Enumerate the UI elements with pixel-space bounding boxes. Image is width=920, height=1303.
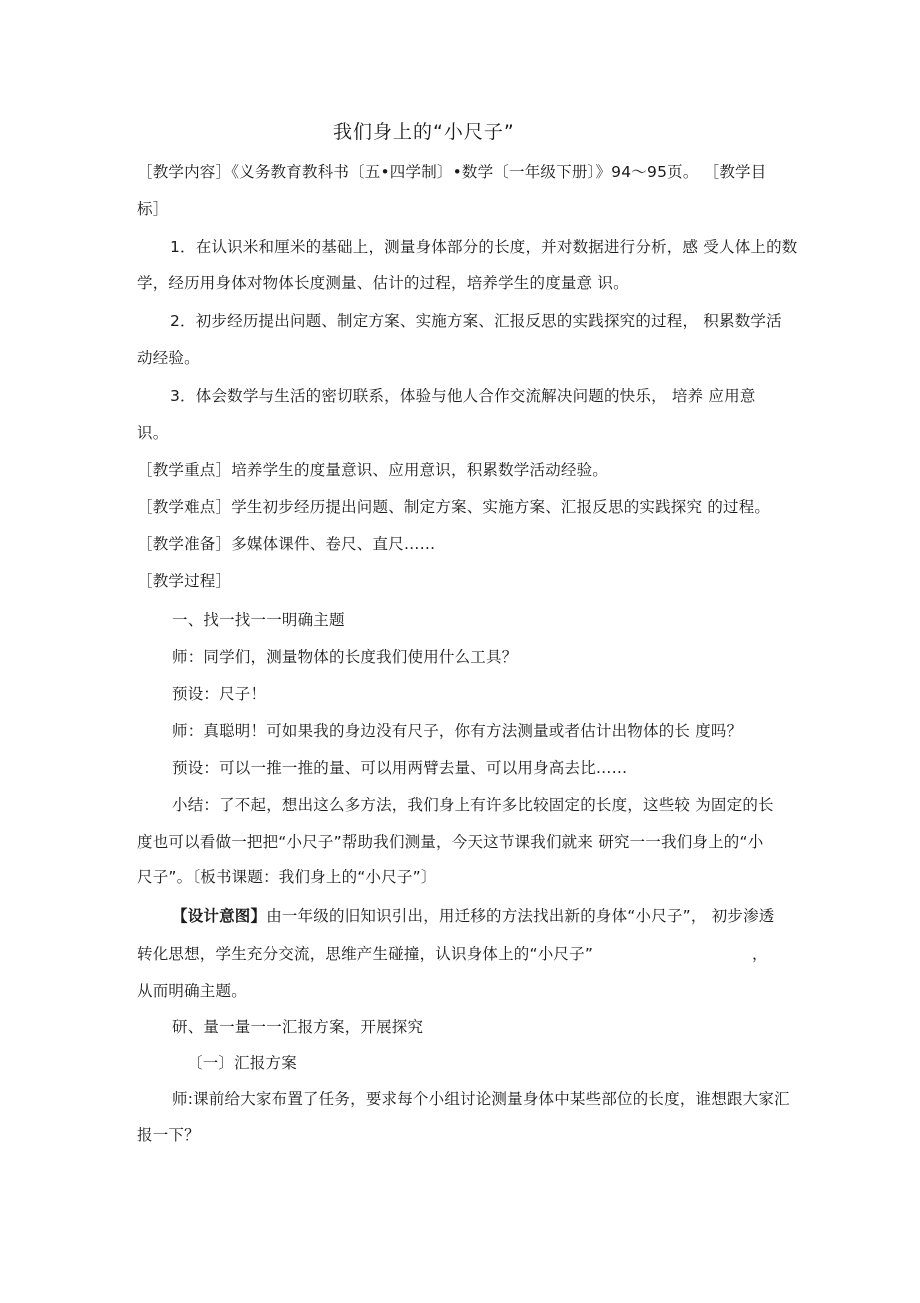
design-intent-label: 【设计意图】 xyxy=(172,907,267,925)
summary-line-2: 度也可以看做一把把“小尺子”帮助我们测量，今天这节课我们就来 研究一一我们身上的“小 xyxy=(137,833,764,851)
subsection-1-heading: 〔一〕汇报方案 xyxy=(187,1054,297,1072)
teaching-preparation: ［教学准备］多媒体课件、卷尺、直尺…… xyxy=(137,535,436,553)
goal-3-line-2: 识。 xyxy=(137,424,169,442)
teaching-difficulties: ［教学难点］学生初步经历提出问题、制定方案、实施方案、汇报反思的实践探究 的过程。 xyxy=(137,498,771,516)
teacher-question-3-line-1: 师:课前给大家布置了任务，要求每个小组讨论测量身体中某些部位的长度，谁想跟大家汇 xyxy=(172,1090,790,1108)
preset-answer-1: 预设：尺子！ xyxy=(172,685,267,703)
teaching-key-points: ［教学重点］培养学生的度量意识、应用意识，积累数学活动经验。 xyxy=(137,461,609,479)
design-intent-line-2: 转化思想，学生充分交流，思维产生碰撞，认识身体上的“小尺子” xyxy=(137,945,594,963)
goal-2-line-2: 动经验。 xyxy=(137,349,200,367)
design-intent-line-1 xyxy=(172,906,775,926)
section-1-heading: 一、找一找一一明确主题 xyxy=(172,611,345,629)
preset-answer-2: 预设：可以一推一推的量、可以用两臂去量、可以用身高去比…… xyxy=(172,759,628,777)
summary-line-3: 尺子”。〔板书课题：我们身上的“小尺子”〕 xyxy=(137,868,437,886)
goal-1-line-1: 1．在认识米和厘米的基础上，测量身体部分的长度，并对数据进行分析，感 受人体上的数 xyxy=(170,238,798,256)
goal-1-line-2: 学，经历用身体对物体长度测量、估计的过程，培养学生的度量意 识。 xyxy=(137,274,629,292)
teacher-question-2: 师：真聪明！可如果我的身边没有尺子，你有方法测量或者估计出物体的长 度吗？ xyxy=(172,722,743,740)
design-intent-comma: ， xyxy=(752,945,768,963)
document-title: 我们身上的“小尺子” xyxy=(333,121,515,143)
teaching-process-heading: ［教学过程］ xyxy=(137,572,232,590)
teacher-question-3-line-2: 报一下？ xyxy=(137,1126,200,1144)
summary-line-1: 小结：了不起，想出这么多方法，我们身上有许多比较固定的长度，这些较 为固定的长 xyxy=(172,796,774,814)
design-intent-line-3: 从而明确主题。 xyxy=(137,982,247,1000)
teacher-question-1: 师：同学们，测量物体的长度我们使用什么工具？ xyxy=(172,648,518,666)
design-intent-text: 由一年级的旧知识引出，用迁移的方法找出新的身体“小尺子”， 初步渗透 xyxy=(266,907,775,925)
goal-3-line-1: 3．体会数学与生活的密切联系，体验与他人合作交流解决问题的快乐， 培养 应用意 xyxy=(170,387,756,405)
teaching-content-line-2: 标］ xyxy=(137,200,169,218)
goal-2-line-1: 2．初步经历提出问题、制定方案、实施方案、汇报反思的实践探究的过程， 积累数学活 xyxy=(170,312,782,330)
section-2-heading: 研、量一量一一汇报方案，开展探究 xyxy=(172,1018,424,1036)
teaching-content-line-1: ［教学内容］《义务教育教科书〔五•四学制〕•数学〔一年级下册〕》94～95页。 ［教学目 xyxy=(137,163,767,181)
